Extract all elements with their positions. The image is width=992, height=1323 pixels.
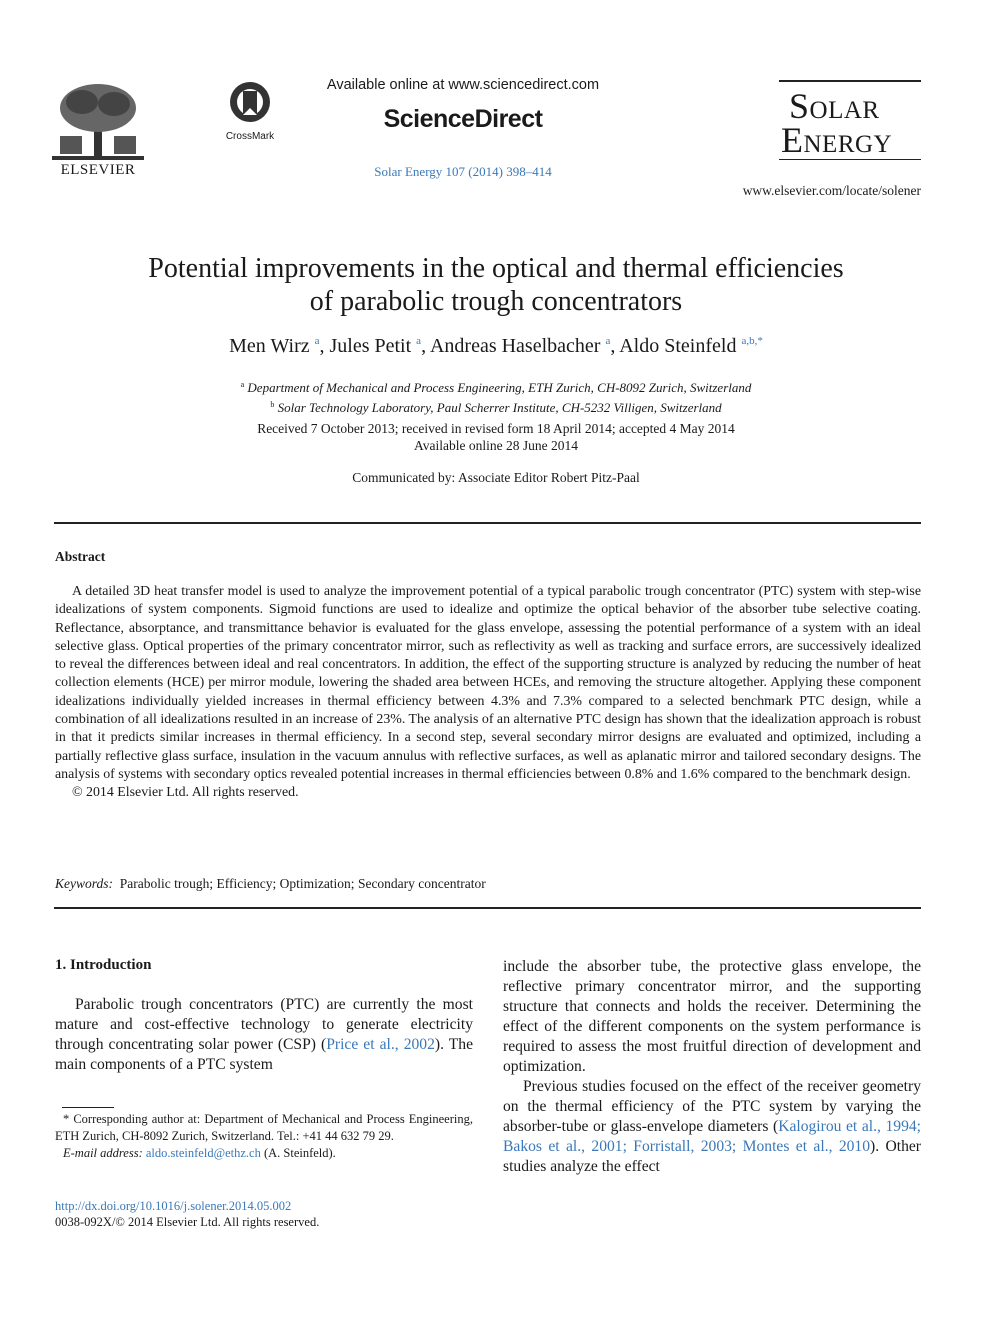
paragraph: Parabolic trough concentrators (PTC) are currently the most mature and cost-effective technology to generate electricity through concentrating solar power (CSP) (Price et al., 2002). The main components of a PTC system: [55, 996, 474, 1073]
publisher-name: ELSEVIER: [60, 162, 136, 178]
footnote-divider: [62, 1107, 114, 1108]
corresponding-author-note: * Corresponding author at: Department of Mechanical and Process Engineering, ETH Zurich, CH-8092 Zurich, Switzerland. Tel.: +41 44 632 79 29.: [55, 1112, 473, 1143]
divider: [54, 522, 921, 524]
email-link[interactable]: aldo.steinfeld@ethz.ch: [145, 1146, 261, 1160]
journal-logo-word-1: Solar: [789, 86, 880, 126]
affiliations: [60, 376, 932, 416]
received-dates: Received 7 October 2013; received in revised form 18 April 2014; accepted 4 May 2014: [257, 421, 735, 436]
author-affiliation-mark[interactable]: a: [416, 335, 422, 347]
journal-logo-word-2: Energy: [781, 120, 893, 160]
abstract-body: [55, 583, 921, 803]
divider: [54, 907, 921, 909]
affiliation: $^b$ Solar Technology Laboratory, Paul Scherrer Institute, CH-5232 Villigen, Switzerland: [270, 400, 722, 415]
article-dates: [60, 420, 932, 454]
communicated-by: Communicated by: Associate Editor Robert Pitz-Paal: [352, 470, 640, 485]
author-name[interactable]: Jules Petit: [329, 335, 412, 357]
abstract-copyright: © 2014 Elsevier Ltd. All rights reserved.: [72, 785, 299, 801]
author-affiliation-mark[interactable]: a,b,*: [741, 335, 763, 347]
section-heading: 1. Introduction: [55, 957, 152, 973]
abstract-text: A detailed 3D heat transfer model is used to analyze the improvement potential of a typical parabolic trough concentrator (PTC) system with step-wise idealizations of system components. Sigmoid functions are used to idealize and optimize the optical behavior of the absorber tube selective coating. Reflectance, absorptance, and transmittance behavior is evaluated for the glass envelope, assessing the potential performance of a system with an ideal selective glass. Optical properties of the primary concentrator mirror, such as reflectivity as well as tracking and surface errors, are successively idealized to reveal the differences between ideal and real concentrators. In addition, the effect of the supporting structure is analyzed by reducing the number of heat collection elements (HCE) per mirror module, lowering the shaded area between HCEs, and removing the structure altogether. Applying these component idealizations individually yielded increases in thermal efficiency between 4.3% and 7.3% compared to a selected benchmark PTC design, while a combination of all idealizations resulted in an increase of 23%. The analysis of an alternative PTC design has shown that the idealization approach is robust in that it predicts similar increases in thermal efficiency. In a second step, several secondary mirror designs are evaluated and optimized, including a partially reflective glass surface, insulation in the vacuum annulus with reflective surfaces, as well as aplanatic mirror and tailored secondary designs. The analysis of systems with secondary optics revealed potential increases in thermal efficiencies between 0.8% and 1.6% compared to the benchmark design.: [55, 584, 921, 782]
crossmark-label: CrossMark: [225, 131, 275, 142]
citation-link[interactable]: Kalogirou et al., 1994; Bakos et al., 2001; Forristall, 2003; Montes et al., 2010: [503, 1118, 921, 1155]
elsevier-logo: [52, 80, 144, 180]
elsevier-tree-icon: [52, 80, 144, 160]
abstract-heading: Abstract: [55, 549, 106, 564]
title-line-1: Potential improvements in the optical and thermal efficiencies: [148, 253, 844, 284]
issn-line: 0038-092X/© 2014 Elsevier Ltd. All rights reserved.: [55, 1215, 320, 1229]
article-title: [60, 252, 932, 318]
footnote: [55, 1111, 473, 1162]
right-column: [503, 957, 921, 1177]
author-affiliation-mark[interactable]: a: [314, 335, 320, 347]
keywords: [55, 876, 486, 892]
journal-citation-link[interactable]: Solar Energy 107 (2014) 398–414: [374, 164, 552, 179]
affiliation: $^a$ Department of Mechanical and Process Engineering, ETH Zurich, CH-8092 Zurich, Switzerland: [240, 380, 752, 395]
author-name[interactable]: Andreas Haselbacher: [429, 335, 601, 357]
author-name[interactable]: Aldo Steinfeld: [619, 335, 737, 357]
journal-logo: [779, 80, 921, 160]
sciencedirect-logo: ScienceDirect: [383, 105, 543, 133]
available-online-text: Available online at www.sciencedirect.com: [326, 77, 600, 93]
keywords-list: Parabolic trough; Efficiency; Optimization; Secondary concentrator: [119, 876, 486, 891]
paragraph: include the absorber tube, the protective glass envelope, the reflective primary concentrator mirror, and the supporting structure that connects and holds the receiver. Determining the effect of the different components on the system performance is required to assess the most fruitful direction of development and optimization.: [503, 958, 921, 1075]
citation-link[interactable]: Price et al., 2002: [326, 1036, 435, 1053]
email-line: E-mail address: aldo.steinfeld@ethz.ch (A. Steinfeld).: [63, 1146, 336, 1160]
title-line-2: of parabolic trough concentrators: [309, 286, 683, 317]
doi-link[interactable]: http://dx.doi.org/10.1016/j.solener.2014.05.002: [55, 1199, 292, 1213]
keywords-label: Keywords:: [55, 876, 113, 891]
author-affiliation-mark[interactable]: a: [605, 335, 611, 347]
author-list: Men Wirz $^a$, Jules Petit $^a$, Andreas Haselbacher $^a$, Aldo Steinfeld $^{a,b,*}$: [229, 335, 763, 357]
left-column: [55, 995, 473, 1075]
paragraph: Previous studies focused on the effect of the receiver geometry on the thermal efficiency of the PTC system by varying the absorber-tube or glass-envelope diameters (Kalogirou et al., 1994; Bakos et al., 2001; Forristall, 2003; Montes et al., 2010). Other studies analyze the effect: [503, 1078, 921, 1175]
journal-url[interactable]: www.elsevier.com/locate/solener: [742, 183, 921, 198]
author-name[interactable]: Men Wirz: [229, 335, 310, 357]
available-online-date: Available online 28 June 2014: [414, 438, 578, 453]
